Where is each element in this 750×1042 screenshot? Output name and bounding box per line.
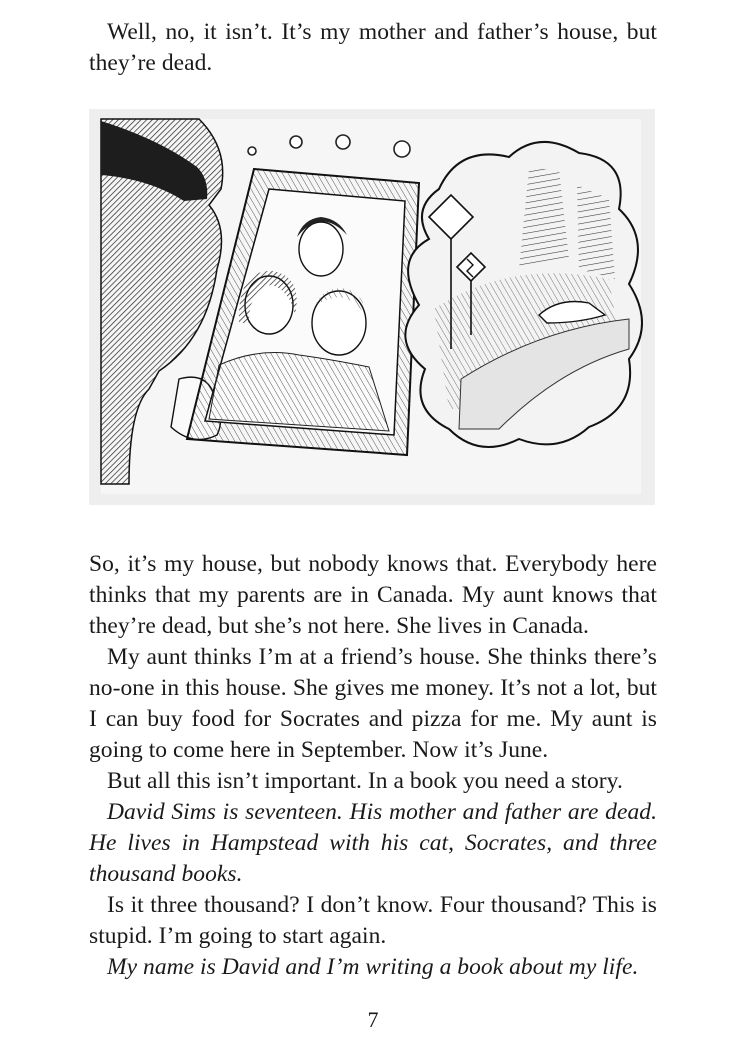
paragraph: But all this isn’t important. In a book you need a story. bbox=[107, 768, 623, 794]
thought-bubble-cloud bbox=[405, 142, 642, 447]
paragraph: So, it’s my house, but nobody knows that. Everybody here thinks that my parents are in Canada. My aunt knows that they’re dead, but she’s not here. She lives in Canada. bbox=[89, 551, 657, 639]
illustration bbox=[89, 109, 655, 505]
italic-paragraph: David Sims is seventeen. His mother and father are dead. He lives in Hampstead with his cat, Socrates, and three thousand books. bbox=[89, 799, 657, 887]
body-text bbox=[89, 549, 657, 983]
paragraph: Well, no, it isn’t. It’s my mother and father’s house, but they’re dead. bbox=[89, 19, 657, 76]
page-number: 7 bbox=[367, 1007, 379, 1032]
paragraph: My aunt thinks I’m at a friend’s house. She thinks there’s no-one in this house. She gives me money. It’s not a lot, but I can buy food for Socrates and pizza for me. My aunt is going to come here in September. Now it’s June. bbox=[89, 644, 657, 763]
illustration-drawing bbox=[89, 109, 655, 505]
paragraph: Is it three thousand? I don’t know. Four thousand? This is stupid. I’m going to start again. bbox=[89, 892, 657, 949]
italic-paragraph: My name is David and I’m writing a book about my life. bbox=[107, 954, 639, 980]
